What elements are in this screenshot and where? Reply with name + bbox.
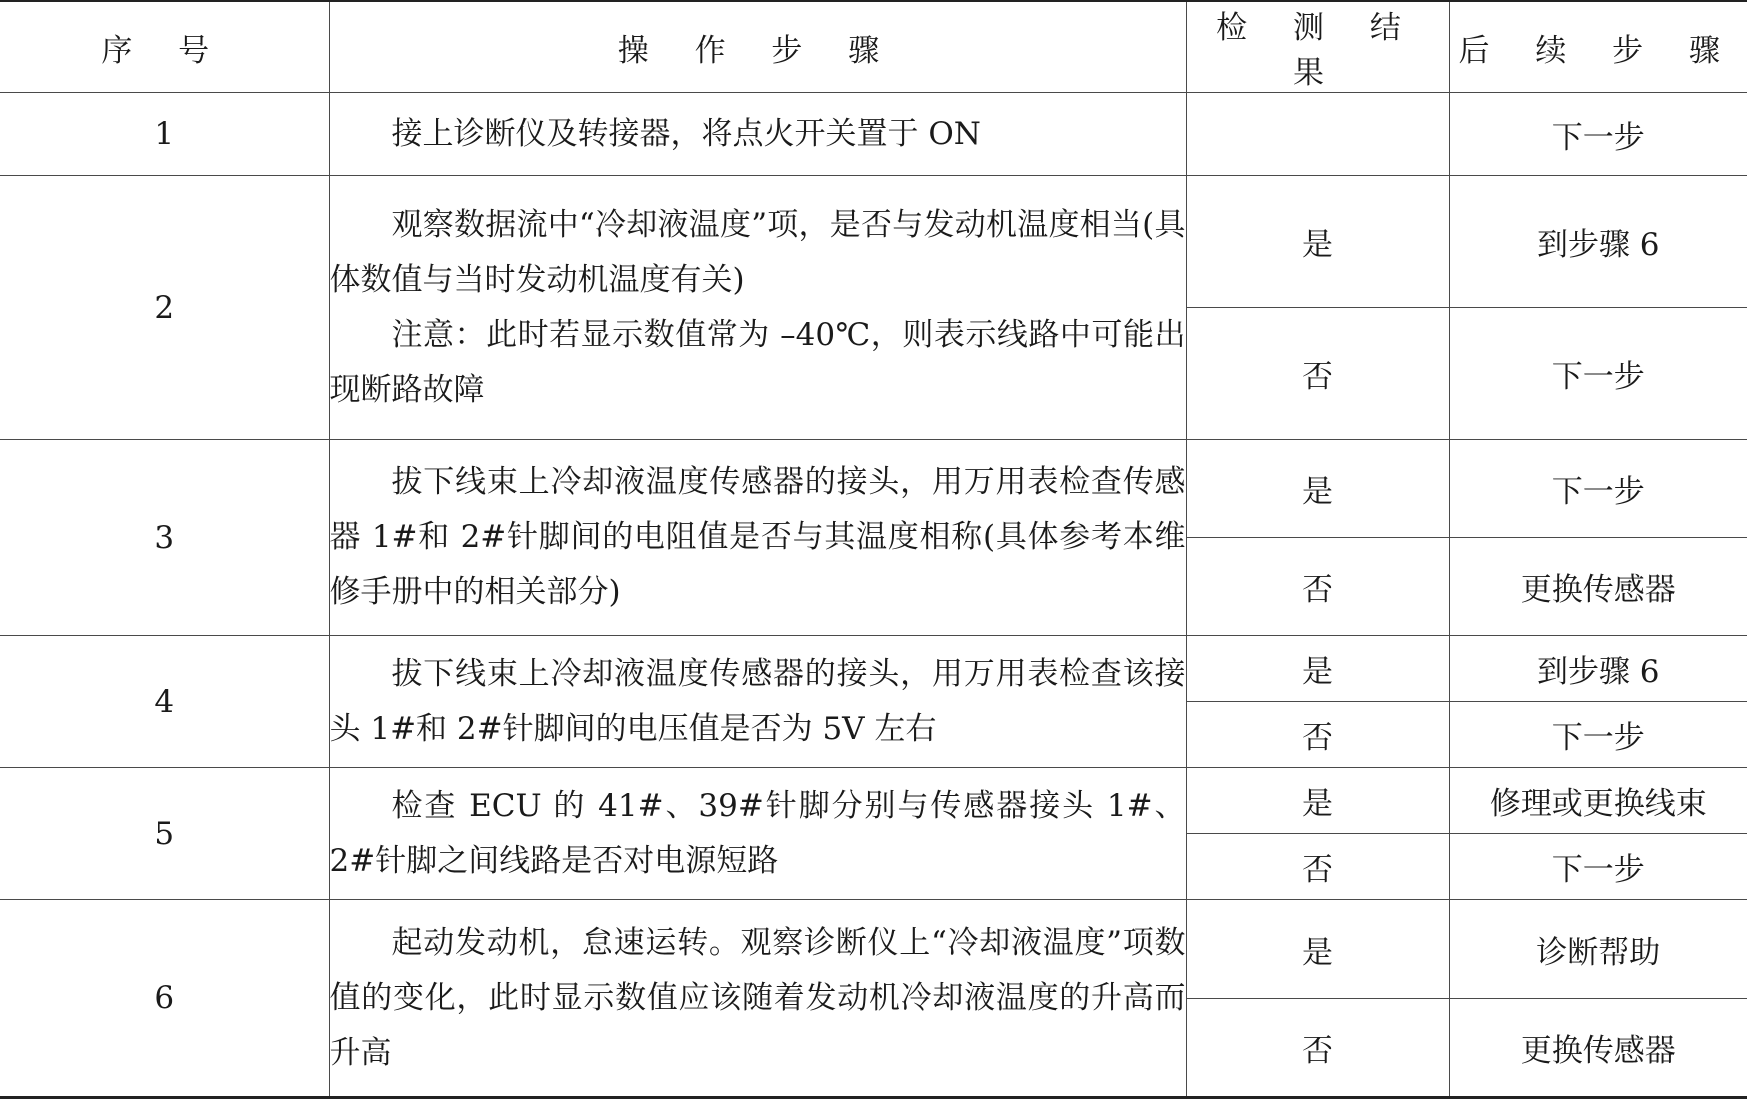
header-operation: 操 作 步 骤: [329, 1, 1186, 93]
operation-text: 观察数据流中“冷却液温度”项，是否与发动机温度相当(具体数值与当时发动机温度有关): [329, 206, 1186, 298]
next-step-cell: 更换传感器: [1449, 538, 1747, 636]
result-cell: 是: [1186, 440, 1449, 538]
operation-cell: [329, 176, 1186, 440]
header-next: 后 续 步 骤: [1449, 1, 1747, 93]
step-number: 3: [0, 440, 329, 636]
next-step-cell: 下一步: [1449, 834, 1747, 900]
table-row: [0, 768, 1747, 834]
step-number: 1: [0, 93, 329, 176]
header-seq: 序 号: [0, 1, 329, 93]
operation-cell: [329, 768, 1186, 900]
next-step-cell: 更换传感器: [1449, 999, 1747, 1098]
header-row: [0, 1, 1747, 93]
operation-text: 起动发动机，怠速运转。观察诊断仪上“冷却液温度”项数值的变化，此时显示数值应该随着发动机冷却液温度的升高而升高: [329, 924, 1186, 1071]
operation-text: 接上诊断仪及转接器，将点火开关置于 ON: [391, 115, 981, 152]
operation-text: 拔下线束上冷却液温度传感器的接头，用万用表检查该接头 1#和 2#针脚间的电压值是否为 5V 左右: [329, 655, 1186, 747]
result-cell: 是: [1186, 768, 1449, 834]
operation-cell: [329, 636, 1186, 768]
operation-cell: [329, 440, 1186, 636]
table-row: [0, 900, 1747, 999]
step-number: 5: [0, 768, 329, 900]
table-row: [0, 176, 1747, 308]
step-number: 4: [0, 636, 329, 768]
operation-cell: [329, 900, 1186, 1098]
result-cell: 是: [1186, 176, 1449, 308]
operation-text: 检查 ECU 的 41#、39#针脚分别与传感器接头 1#、2#针脚之间线路是否对电源短路: [329, 787, 1186, 879]
next-step-cell: 到步骤 6: [1449, 636, 1747, 702]
result-cell: 否: [1186, 702, 1449, 768]
header-result: 检 测 结 果: [1186, 1, 1449, 93]
result-cell: [1186, 93, 1449, 176]
operation-cell: [329, 93, 1186, 176]
result-cell: 否: [1186, 834, 1449, 900]
table-row: [0, 440, 1747, 538]
result-cell: 否: [1186, 999, 1449, 1098]
table-row: [0, 636, 1747, 702]
next-step-cell: 下一步: [1449, 440, 1747, 538]
next-step-cell: 下一步: [1449, 308, 1747, 440]
step-number: 2: [0, 176, 329, 440]
result-cell: 是: [1186, 900, 1449, 999]
step-number: 6: [0, 900, 329, 1098]
result-cell: 是: [1186, 636, 1449, 702]
operation-text: 拔下线束上冷却液温度传感器的接头，用万用表检查传感器 1#和 2#针脚间的电阻值是否与其温度相称(具体参考本维修手册中的相关部分): [329, 464, 1186, 610]
next-step-cell: 下一步: [1449, 702, 1747, 768]
table-row: [0, 93, 1747, 176]
result-cell: 否: [1186, 538, 1449, 636]
result-cell: 否: [1186, 308, 1449, 440]
next-step-cell: 修理或更换线束: [1449, 768, 1747, 834]
next-step-cell: 下一步: [1449, 93, 1747, 176]
operation-note: 注意：此时若显示数值常为 –40℃，则表示线路中可能出现断路故障: [329, 316, 1186, 408]
next-step-cell: 诊断帮助: [1449, 900, 1747, 999]
next-step-cell: 到步骤 6: [1449, 176, 1747, 308]
